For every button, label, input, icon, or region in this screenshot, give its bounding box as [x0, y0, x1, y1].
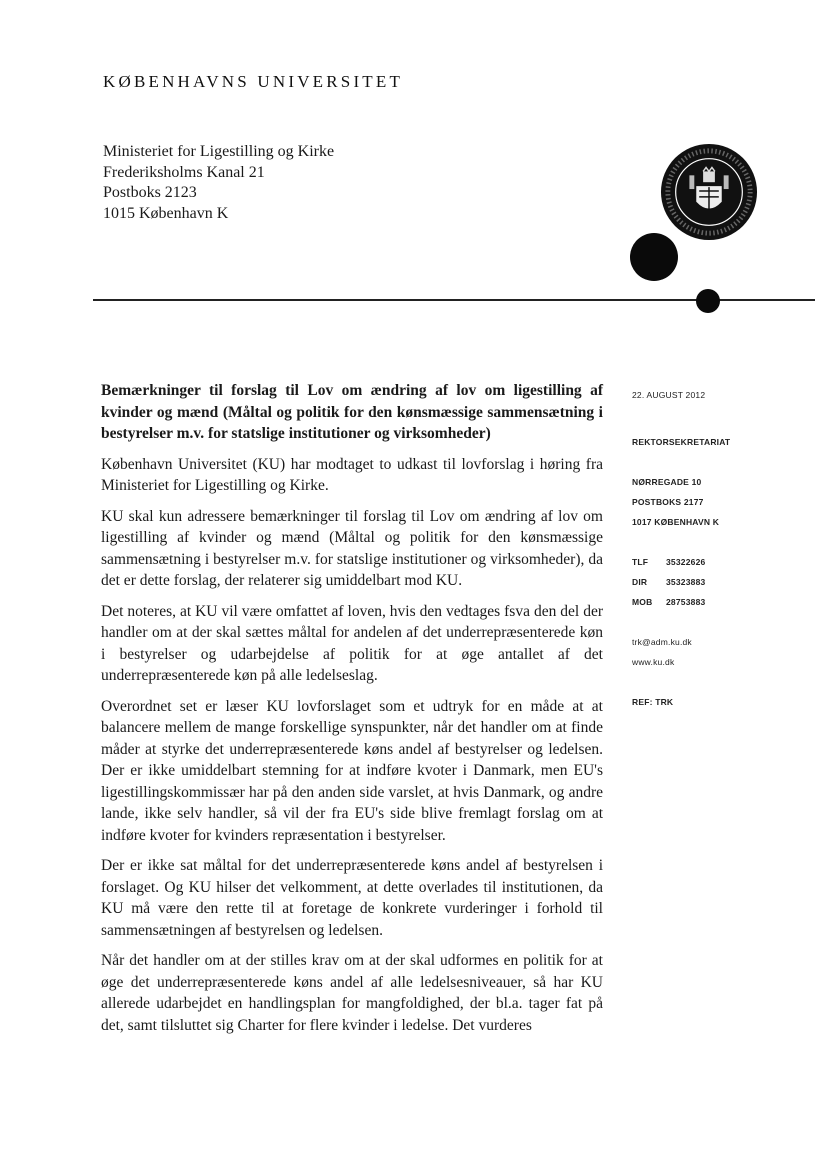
- phone-label: DIR: [632, 577, 648, 587]
- phone-value: 28753883: [666, 597, 706, 607]
- reference: REF: TRK: [632, 697, 674, 707]
- letter-paragraph: Når det handler om at der stilles krav om at der skal udformes en politik for at øge det underrepræsenterede køns andel af alle ledelsesniveauer, så har KU allerede udarbejdet en handlingsplan for mangfoldighed, der bl.a. tager fat på det, samt tilsluttet sig Charter for flere kvinder i ledelse. Det vurderes: [101, 952, 603, 1034]
- letter-date: 22. AUGUST 2012: [632, 390, 706, 400]
- phone-row: [632, 557, 705, 567]
- letter-subject: Bemærkninger til forslag til Lov om ændring af lov om ligestilling af kvinder og mænd (Måltal og politik for den kønsmæssige sammensætning i bestyrelser m.v. for statslige institutioner og virksomheder): [101, 382, 603, 442]
- department: REKTORSEKRETARIAT: [632, 437, 731, 447]
- letter-paragraph: Det noteres, at KU vil være omfattet af loven, hvis den vedtages fsva den del der handler om at der skal sættes måltal for andelen af det underrepræsenterede køn i bestyrelser og udarbejdelse af politik for at øge antallet af det underrepræsenterede køn på alle ledelseslag.: [101, 602, 603, 684]
- phone-label: TLF: [632, 557, 649, 567]
- website-link[interactable]: www.ku.dk: [632, 657, 675, 667]
- decorative-dot: [696, 289, 720, 313]
- phone-row: [632, 577, 705, 587]
- letter-body: [101, 380, 603, 1045]
- letter-paragraph: KU skal kun adressere bemærkninger til forslag til Lov om ændring af lov om ligestilling af kvinder og mænd (Måltal og politik for den kønsmæssige sammensætning i bestyrelser m.v. for statslige institutioner og virksomheder), da det er dette forslag, der relaterer sig umiddelbart mod KU.: [101, 507, 603, 589]
- phone-value: 35323883: [666, 577, 706, 587]
- sender-address-line: NØRREGADE 10: [632, 477, 702, 487]
- recipient-line: Postboks 2123: [103, 184, 197, 201]
- sender-address-line: POSTBOKS 2177: [632, 497, 704, 507]
- decorative-dot: [630, 233, 678, 281]
- recipient-line: 1015 København K: [103, 204, 229, 222]
- recipient-line: Ministeriet for Ligestilling og Kirke: [103, 143, 335, 160]
- letter-paragraph: København Universitet (KU) har modtaget to udkast til lovforslag i høring fra Ministeriet for Ligestilling og Kirke.: [101, 455, 603, 494]
- phone-row: [632, 597, 705, 607]
- university-seal-logo: [660, 143, 758, 241]
- university-name: KØBENHAVNS UNIVERSITET: [103, 72, 404, 91]
- recipient-address: [103, 142, 334, 224]
- letter-paragraph: Overordnet set er læser KU lovforslaget som et udtryk for en måde at at balancere mellem de mange forskellige synspunkter, når det handler om at finde måder at styrke det underrepræsenterede køns andel af bestyrelser og ledelsen. Der er ikke umiddelbart stemning for at indføre kvoter i Danmark, men EU's ligestillingskommissær har på den anden side varslet, at hvis Danmark, og andre lande, ikke selv handler, så vil der fra EU's side blive fremlagt forslag om at indføre kvoter for kvinders repræsentation i bestyrelser.: [101, 697, 603, 844]
- letter-paragraph: Der er ikke sat måltal for det underrepræsenterede køns andel af bestyrelsen i forslaget. Og KU hilser det velkomment, at dette overlades til institutionen, da KU må være den rette til at foretage de konkrete vurderinger i forhold til sammensætningen af bestyrelsen og ledelsen.: [101, 857, 603, 939]
- recipient-line: Frederiksholms Kanal 21: [103, 163, 265, 181]
- email-link[interactable]: trk@adm.ku.dk: [632, 637, 692, 647]
- phone-label: MOB: [632, 597, 653, 607]
- phone-value: 35322626: [666, 557, 706, 567]
- sender-address-line: 1017 KØBENHAVN K: [632, 517, 720, 527]
